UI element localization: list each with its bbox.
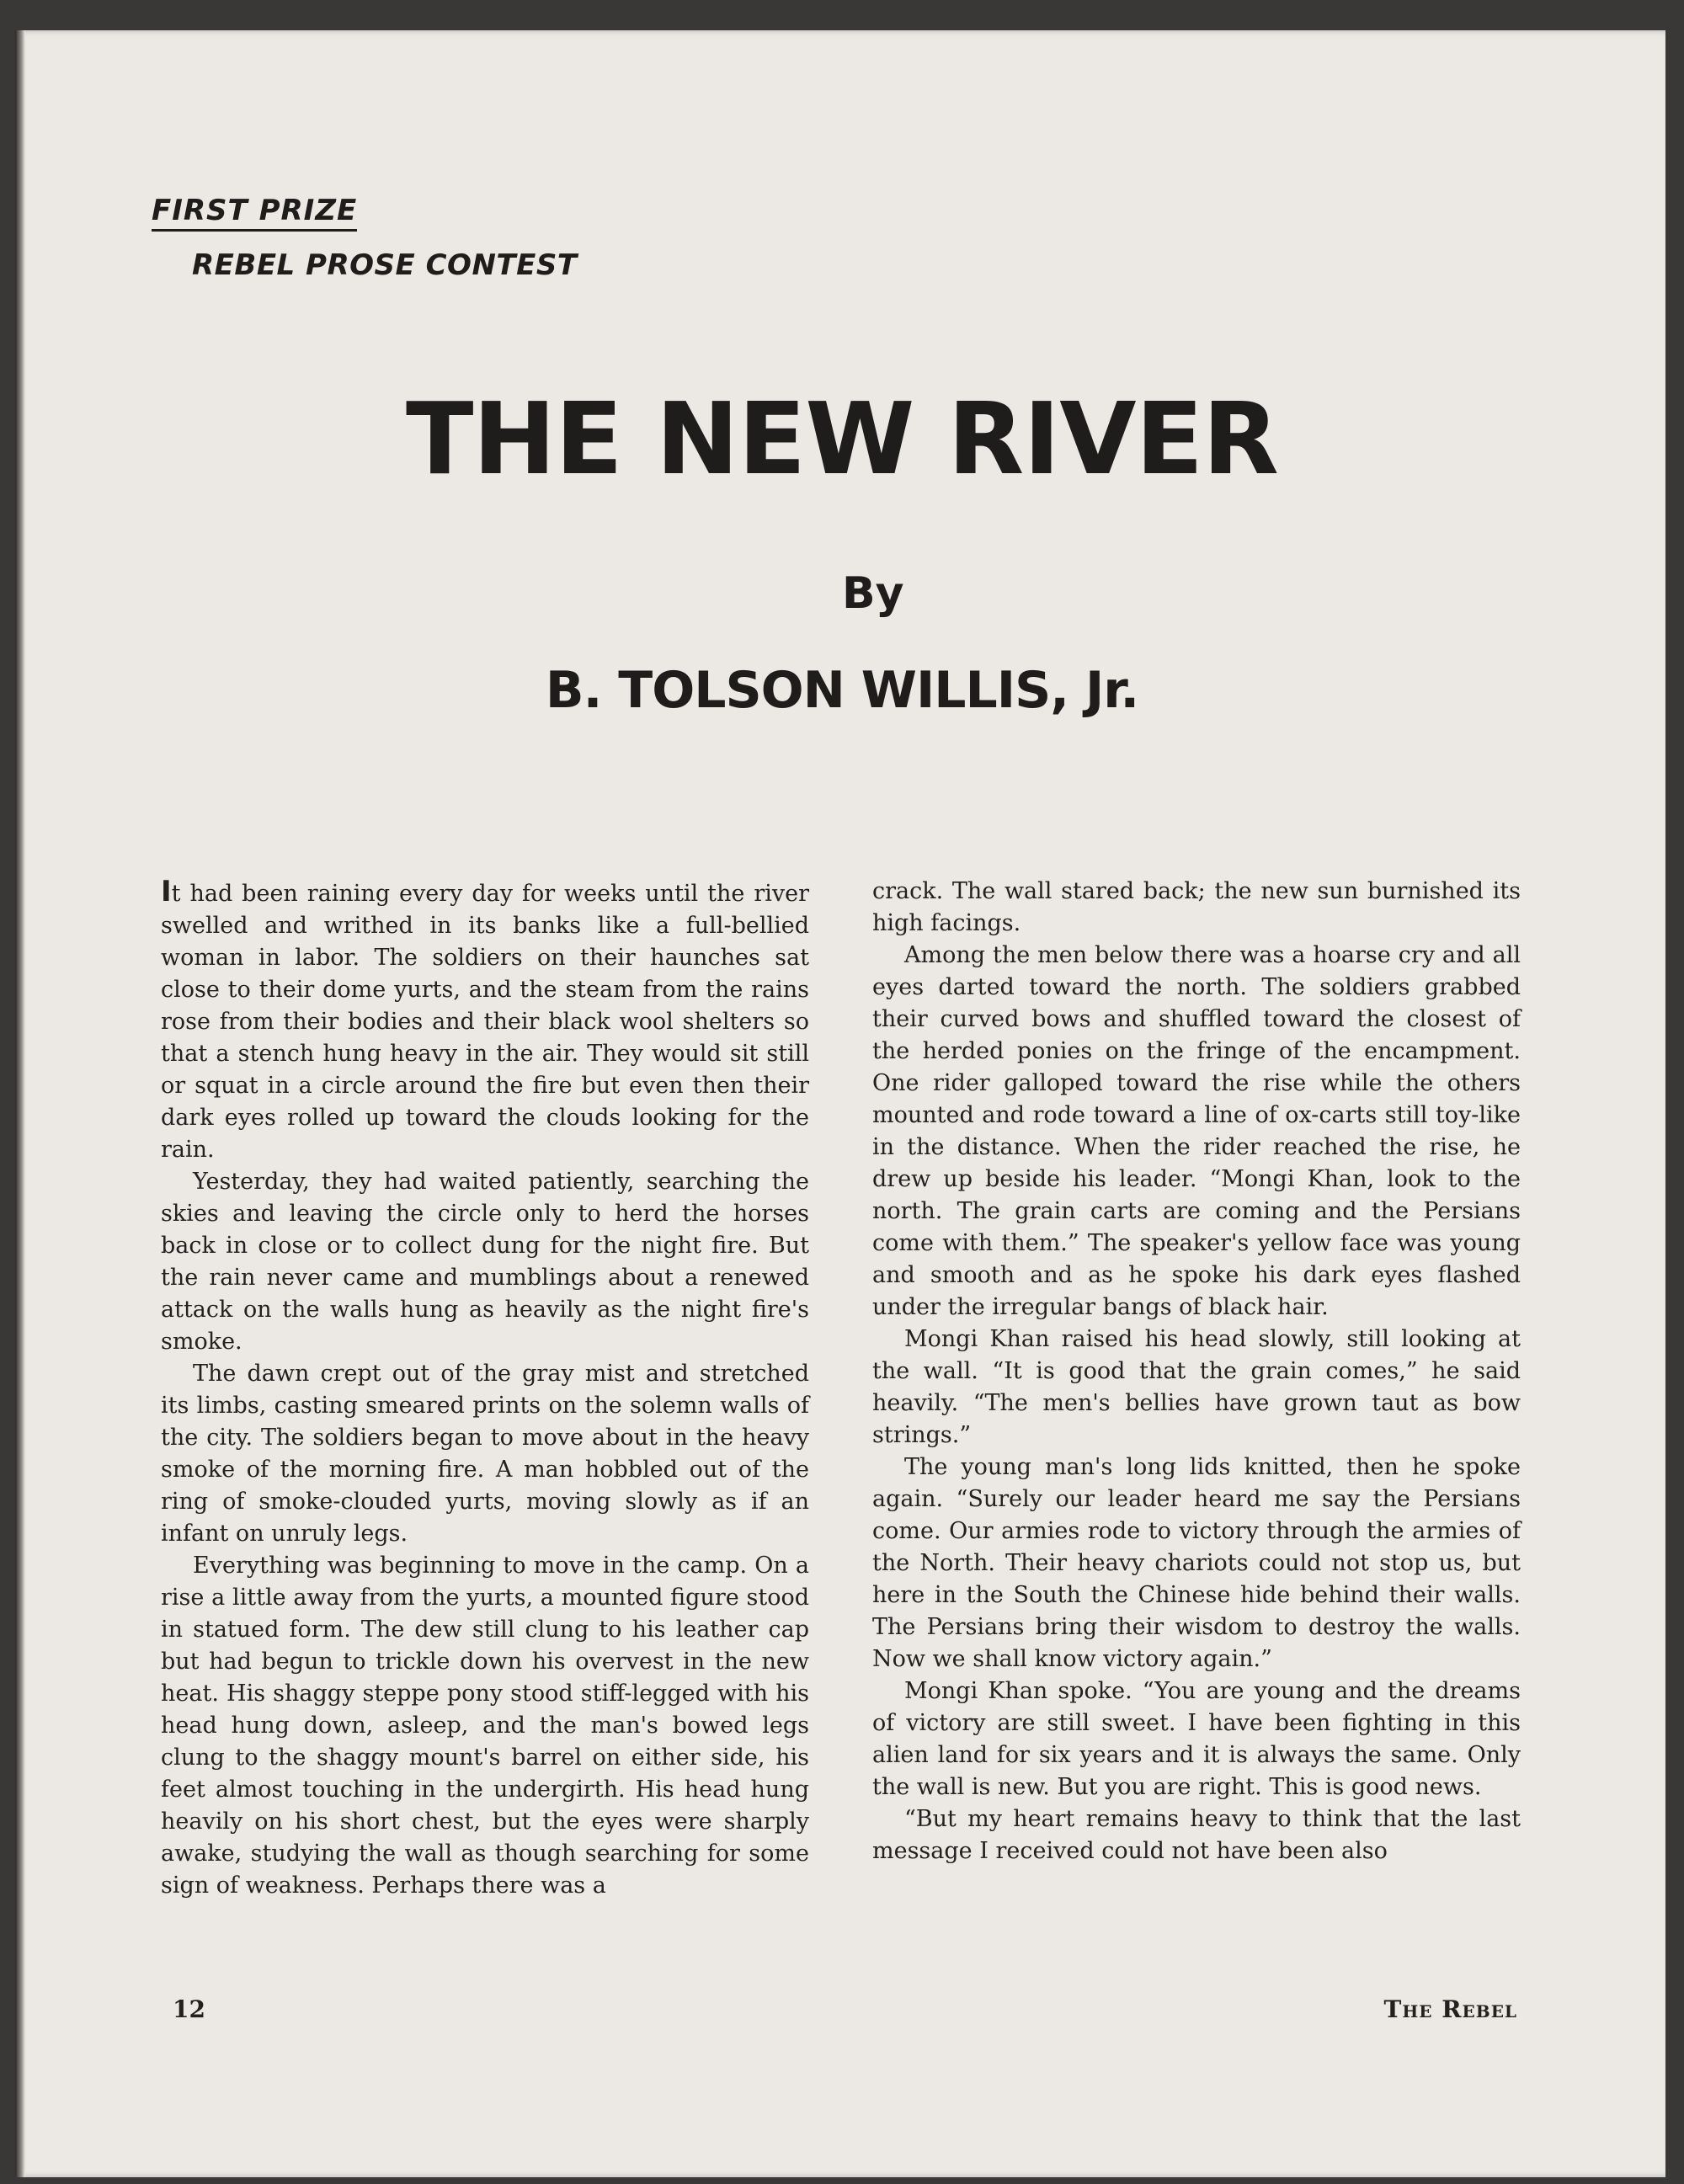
- paragraph: Mongi Khan spoke. “You are young and the dreams of victory are still sweet. I have been fighting in this alien land for six years and it is always the same. Only the wall is new. But you are right. This is good news.: [872, 1678, 1521, 1800]
- paragraph: Among the men below there was a hoarse cry and all eyes darted toward the north. The soldiers grabbed their curved bows and shuffled toward the closest of the herded ponies on the fringe of the encampment. One rider galloped toward the rise while the others mounted and rode toward a line of ox-carts still toy-like in the distance. When the rider reached the rise, he drew up beside his leader. “Mongi Khan, look to the north. The grain carts are coming and the Persians come with them.” The speaker's yellow face was young and smooth and as he spoke his dark eyes flashed under the irregular bangs of black hair.: [872, 942, 1521, 1320]
- paragraph: [161, 876, 809, 1166]
- page-number: 12: [173, 1995, 205, 2023]
- journal-name: The Rebel: [1383, 1995, 1517, 2023]
- byline: By: [842, 568, 904, 619]
- first-prize-label: FIRST PRIZE: [152, 194, 357, 232]
- right-column: [872, 876, 1521, 1867]
- paragraph: Yesterday, they had waited patiently, searching the skies and leaving the circle only to herd the horses back in close or to collect dung for the night fire. But the rain never came and mumblings about a renewed attack on the walls hung as heavily as the night fire's smoke.: [161, 1169, 809, 1355]
- story-title: THE NEW RIVER: [405, 381, 1279, 497]
- paragraph: The young man's long lids knitted, then he spoke again. “Surely our leader heard me say the Persians come. Our armies rode to victory through the armies of the North. Their heavy chariots could not stop us, but here in the South the Chinese hide behind their walls. The Persians bring their wisdom to destroy the walls. Now we shall know victory again.”: [872, 1454, 1521, 1672]
- paragraph: Everything was beginning to move in the camp. On a rise a little away from the yurts, a mounted figure stood in statued form. The dew still clung to his leather cap but had begun to trickle down his overvest in the new heat. His shaggy steppe pony stood stiff-legged with his head hung down, asleep, and the man's bowed legs clung to the shaggy mount's barrel on either side, his feet almost touching in the undergirth. His head hung heavily on his short chest, but the eyes were sharply awake, studying the wall as though searching for some sign of weakness. Perhaps there was a: [161, 1553, 809, 1899]
- paragraph: “But my heart remains heavy to think that the last message I received could not have been also: [872, 1806, 1521, 1864]
- contest-name: REBEL PROSE CONTEST: [192, 248, 578, 282]
- author-name: B. TOLSON WILLIS, Jr.: [545, 661, 1139, 720]
- paragraph: The dawn crept out of the gray mist and stretched its limbs, casting smeared prints on the solemn walls of the city. The soldiers began to move about in the heavy smoke of the morning fire. A man hobbled out of the ring of smoke-clouded yurts, moving slowly as if an infant on unruly legs.: [161, 1361, 809, 1547]
- book-spine: [15, 30, 25, 2177]
- left-column: [161, 876, 809, 1902]
- paragraph: Mongi Khan raised his head slowly, still looking at the wall. “It is good that the grain comes,” he said heavily. “The men's bellies have grown taut as bow strings.”: [872, 1326, 1521, 1448]
- drop-cap: I: [161, 875, 172, 908]
- contest-header: [152, 194, 578, 282]
- paragraph-text: t had been raining every day for weeks until the river swelled and writhed in its banks like a full-bellied woman in labor. The soldiers on their haunches sat close to their dome yurts, and the steam from the rains rose from their bodies and their black wool shelters so that a stench hung heavy in the air. They would sit still or squat in a circle around the fire but even then their dark eyes rolled up toward the clouds looking for the rain.: [161, 881, 809, 1163]
- paragraph: crack. The wall stared back; the new sun burnished its high facings.: [872, 878, 1521, 936]
